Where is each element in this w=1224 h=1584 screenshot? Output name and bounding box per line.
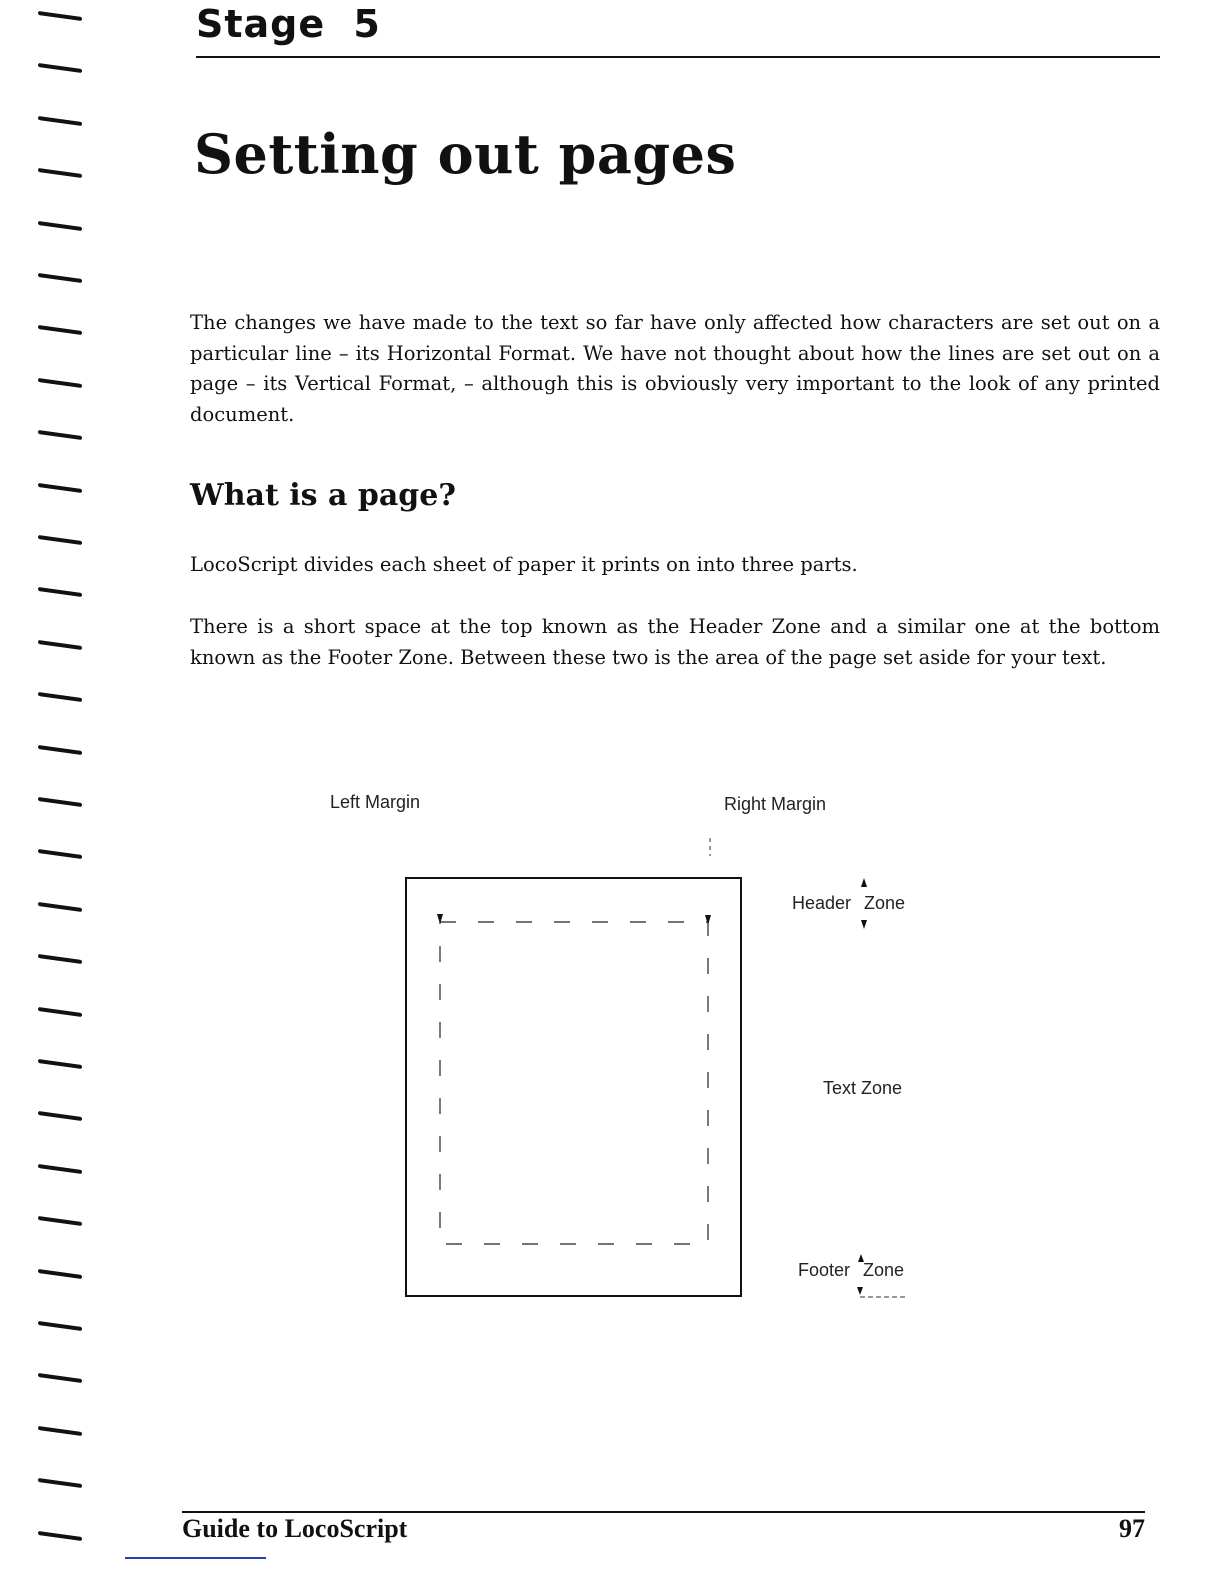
section-paragraph-1: LocoScript divides each sheet of paper it prints on into three parts.: [190, 553, 858, 576]
footer-zone-label: Footer Zone: [798, 1260, 905, 1280]
footer-down-arrow-icon: [857, 1287, 863, 1295]
page-title: Setting out pages: [194, 122, 737, 186]
intro-paragraph: The changes we have made to the text so far have only affected how characters are set out on a particular line – its Horizontal Format. We have not thought about how the lines are set out on a page – its Vertical Format, – although this is obviously very important to the look of any printed document.: [190, 311, 1160, 426]
header-down-arrow-icon: [861, 920, 867, 929]
footer-title: Guide to LocoScript: [182, 1514, 408, 1543]
section-paragraph-2: There is a short space at the top known as the Header Zone and a similar one at the bottom known as the Footer Zone. Between these two is the area of the page set aside for your text.: [190, 615, 1160, 669]
text-zone-label: Text Zone: [823, 1078, 903, 1098]
right-margin-arrow-icon: [705, 915, 711, 925]
right-margin-label: Right Margin: [724, 794, 827, 814]
text-area-outline: [440, 922, 708, 1244]
header-zone-label: Header Zone: [792, 893, 906, 913]
header-up-arrow-icon: [861, 878, 867, 887]
section-heading: What is a page?: [190, 478, 456, 513]
footer-rule: [182, 1511, 1145, 1513]
left-margin-label: Left Margin: [330, 792, 421, 812]
page-outline: [406, 878, 741, 1296]
stage-heading: Stage 5: [196, 2, 381, 46]
page-number: 97: [1119, 1514, 1145, 1543]
link-underline: [125, 1557, 266, 1559]
